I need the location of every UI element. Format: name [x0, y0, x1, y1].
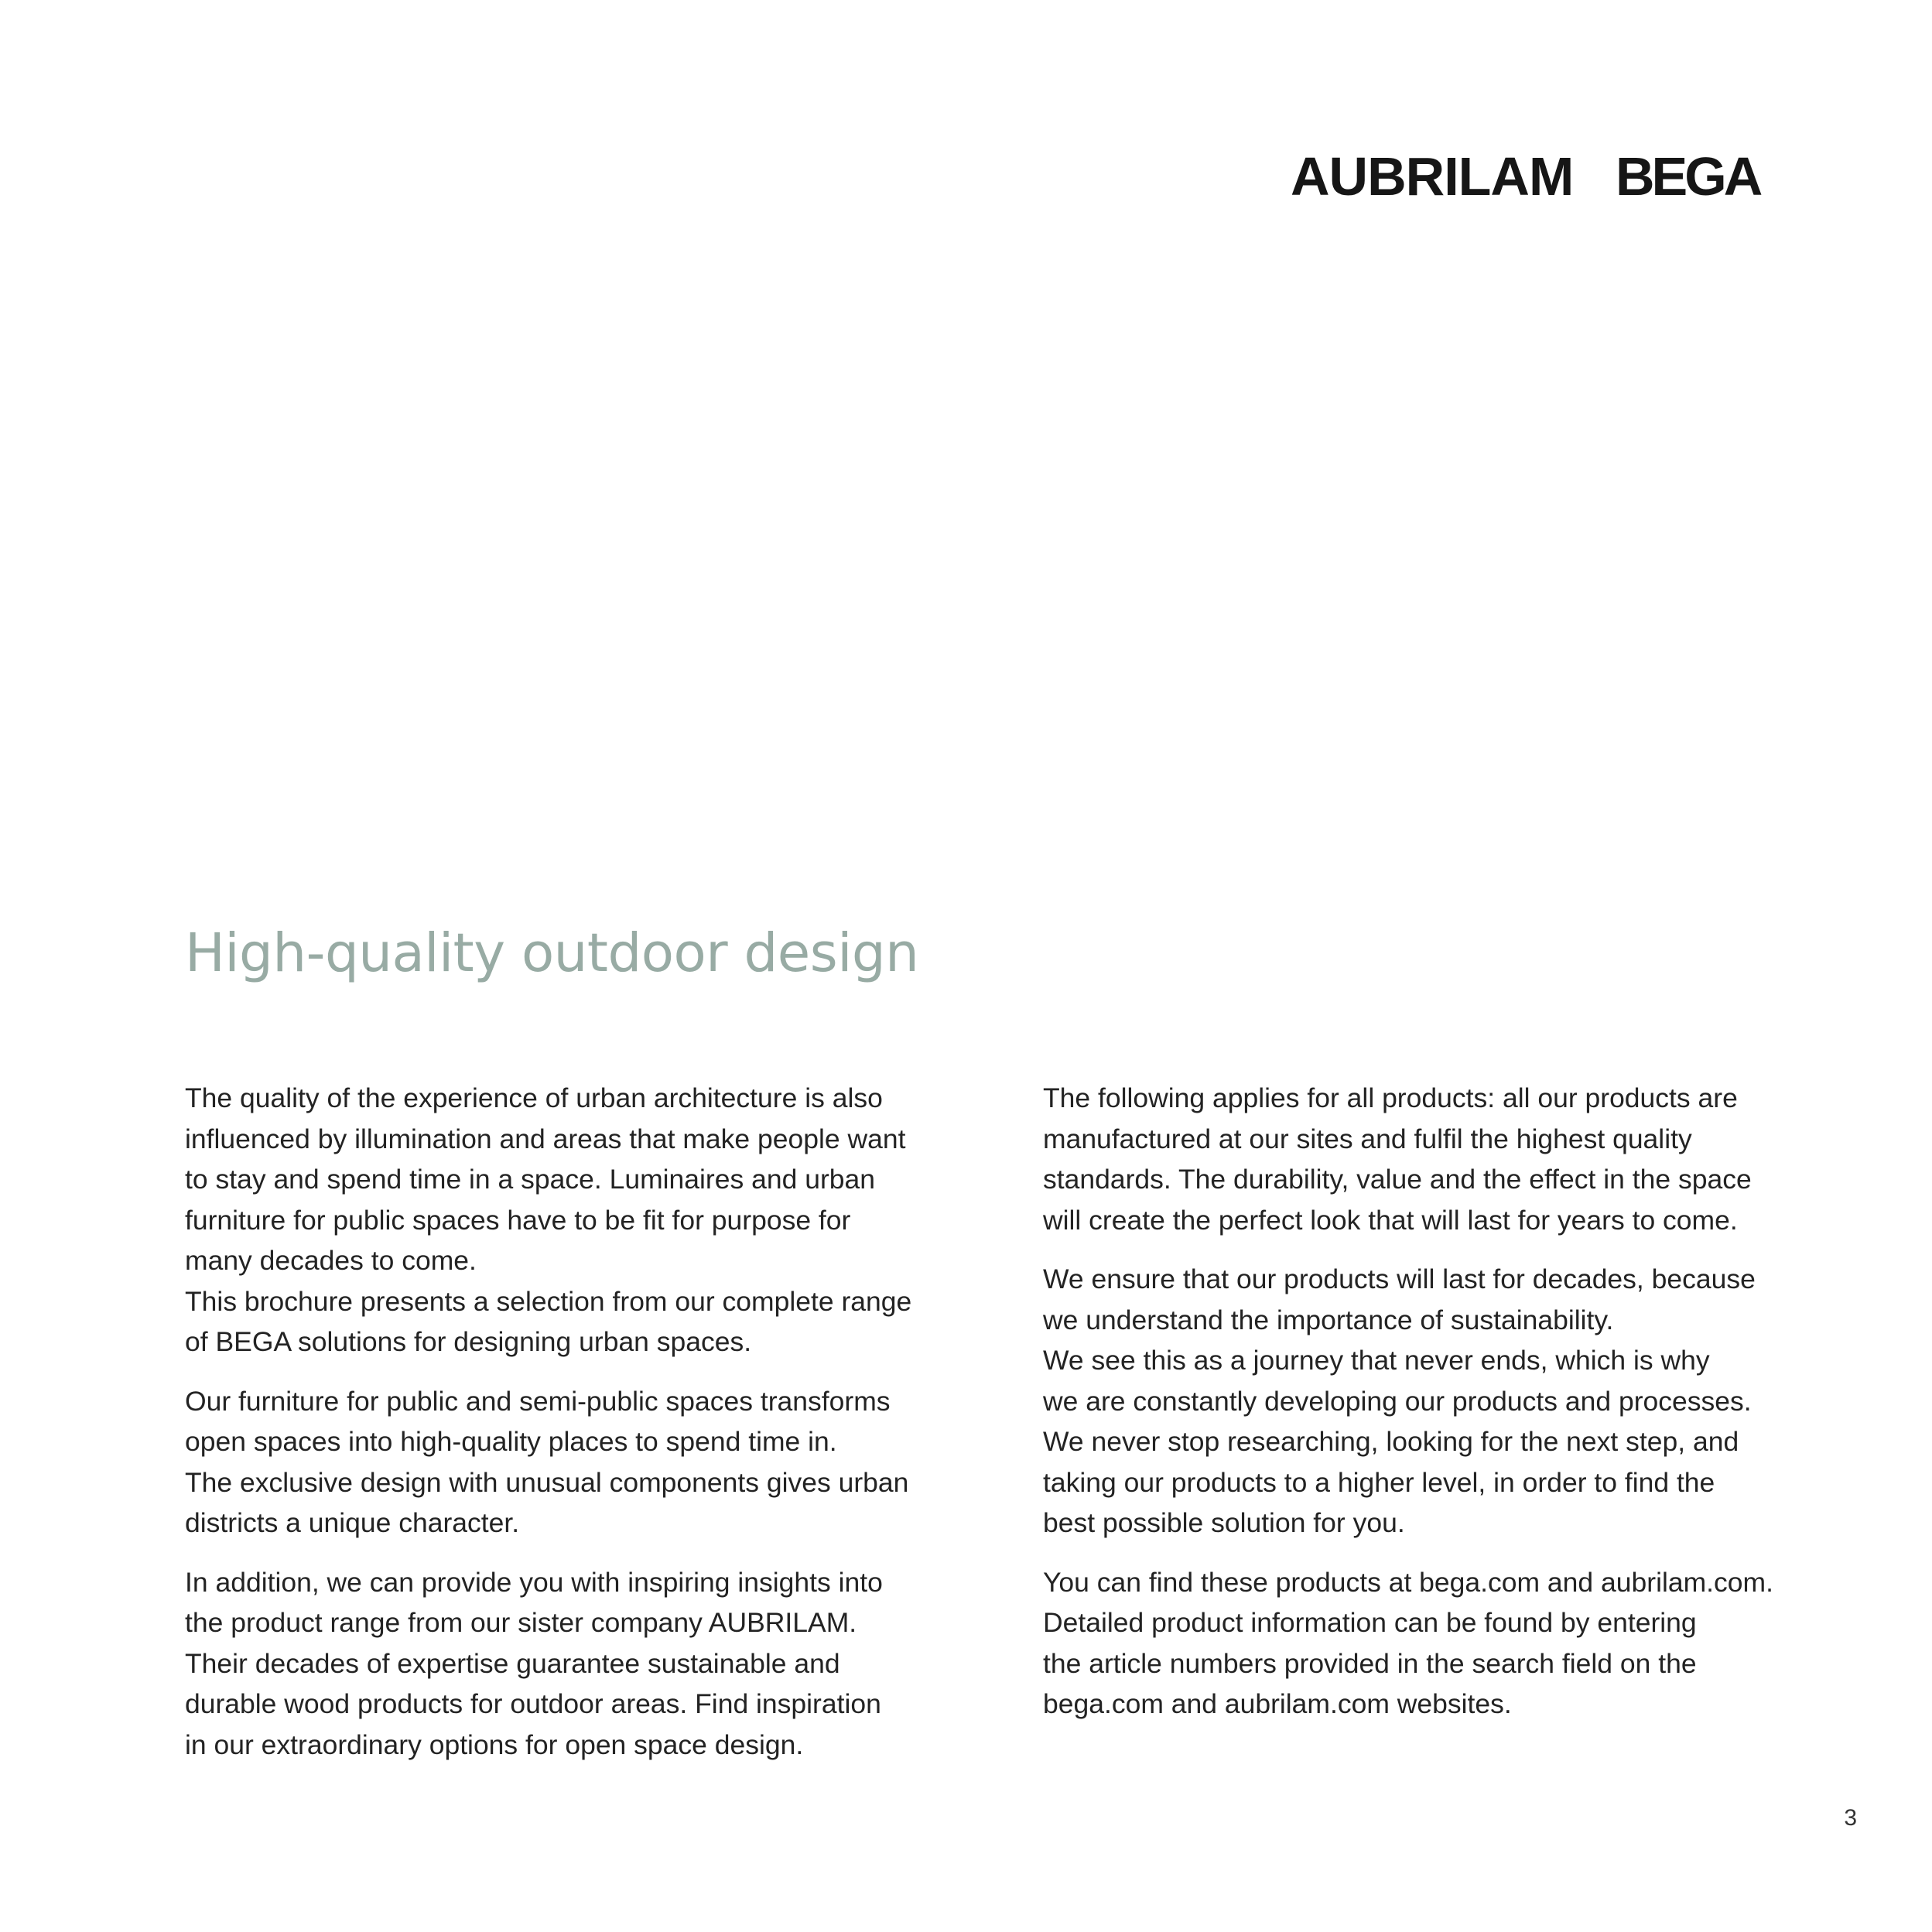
text-line: to stay and spend time in a space. Luminaires and urban [185, 1164, 875, 1195]
text-line: influenced by illumination and areas that make people want [185, 1123, 906, 1154]
paragraph-right-1 [1043, 1078, 1786, 1240]
page-headline: High-quality outdoor design [185, 922, 919, 984]
text-line: In addition, we can provide you with inspiring insights into [185, 1566, 883, 1598]
text-line: The exclusive design with unusual components gives urban [185, 1466, 909, 1498]
text-line: Detailed product information can be found by entering [1043, 1607, 1697, 1638]
page-number: 3 [1844, 1805, 1857, 1831]
text-line: the article numbers provided in the search field on the [1043, 1647, 1697, 1679]
text-line: We see this as a journey that never ends, which is why [1043, 1345, 1710, 1376]
text-line: This brochure presents a selection from our complete range [185, 1285, 912, 1317]
text-line: The following applies for all products: all our products are [1043, 1082, 1738, 1113]
aubrilam-logo: AUBRILAM [1291, 146, 1574, 207]
text-line: manufactured at our sites and fulfil the highest quality [1043, 1123, 1692, 1154]
text-line: we understand the importance of sustainability. [1043, 1304, 1614, 1335]
right-text-column [1043, 1078, 1786, 1743]
paragraph-left-3 [185, 1562, 928, 1766]
text-line: of BEGA solutions for designing urban spaces. [185, 1326, 752, 1357]
text-line: furniture for public spaces have to be fit for purpose for [185, 1204, 851, 1236]
text-line: districts a unique character. [185, 1507, 520, 1538]
paragraph-right-3 [1043, 1562, 1786, 1725]
text-line: durable wood products for outdoor areas. Find inspiration [185, 1688, 881, 1719]
left-text-column [185, 1078, 928, 1783]
text-line: in our extraordinary options for open space design. [185, 1729, 804, 1760]
text-line: The quality of the experience of urban architecture is also [185, 1082, 883, 1113]
text-line: We never stop researching, looking for the next step, and [1043, 1426, 1739, 1457]
paragraph-left-1 [185, 1078, 928, 1363]
text-line: bega.com and aubrilam.com websites. [1043, 1688, 1512, 1719]
text-line: Their decades of expertise guarantee sustainable and [185, 1647, 840, 1679]
text-line: open spaces into high-quality places to spend time in. [185, 1426, 837, 1457]
text-line: we are constantly developing our products and processes. [1043, 1385, 1752, 1417]
text-line: the product range from our sister company AUBRILAM. [185, 1607, 857, 1638]
paragraph-left-2 [185, 1381, 928, 1544]
bega-logo: BEGA [1616, 146, 1760, 207]
text-line: You can find these products at bega.com and aubrilam.com. [1043, 1566, 1773, 1598]
text-line: will create the perfect look that will last for years to come. [1043, 1204, 1738, 1236]
text-line: many decades to come. [185, 1245, 477, 1276]
brand-logos [1291, 145, 1760, 207]
text-line: Our furniture for public and semi-public spaces transforms [185, 1385, 891, 1417]
text-line: standards. The durability, value and the effect in the space [1043, 1164, 1752, 1195]
paragraph-right-2 [1043, 1259, 1786, 1544]
text-line: We ensure that our products will last for decades, because [1043, 1263, 1756, 1294]
text-line: best possible solution for you. [1043, 1507, 1405, 1538]
text-line: taking our products to a higher level, in order to find the [1043, 1466, 1715, 1498]
